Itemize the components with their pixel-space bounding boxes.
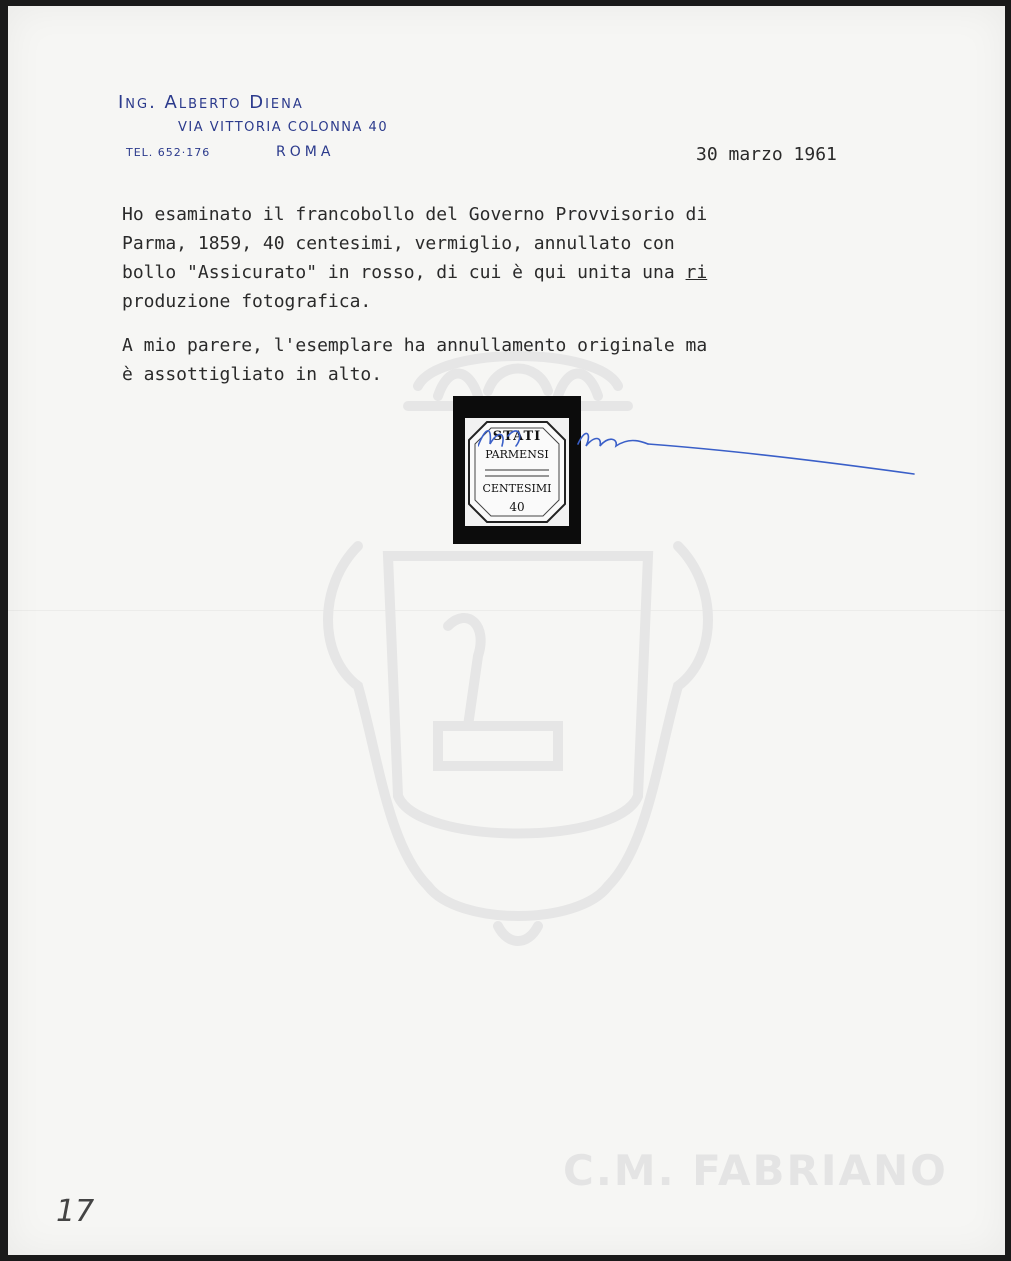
stamp-text: PARMENSI [485,448,549,461]
stamp-text: 40 [509,500,525,514]
paragraph-1 [122,200,707,316]
letterhead-address: VIA VITTORIA COLONNA 40 [178,120,389,135]
letter-date: 30 marzo 1961 [696,144,837,165]
stamp-text: STATI [492,429,542,444]
stamp-text: CENTESIMI [482,482,552,495]
letterhead-phone: TEL. 652·176 [126,146,211,159]
line: Parma, 1859, 40 centesimi, vermiglio, annullato con [122,233,675,254]
line: bollo "Assicurato" in rosso, di cui è qui unita una [122,262,686,283]
letter-page [8,6,1005,1255]
signature-icon [478,406,928,486]
letterhead-city: ROMA [276,144,335,160]
line: A mio parere, l'esemplare ha annullamento originale ma [122,335,708,356]
paragraph-2 [122,331,707,389]
watermark-text: C.M. FABRIANO [563,1146,948,1195]
line: è assottigliato in alto. [122,364,383,385]
letterhead-name: Ing. Alberto Diena [118,92,304,113]
underlined-fragment: ri [685,262,708,283]
line: produzione fotografica. [122,291,372,312]
line: Ho esaminato il francobollo del Governo Provvisorio di [122,204,708,225]
page-number: 17 [56,1194,95,1229]
